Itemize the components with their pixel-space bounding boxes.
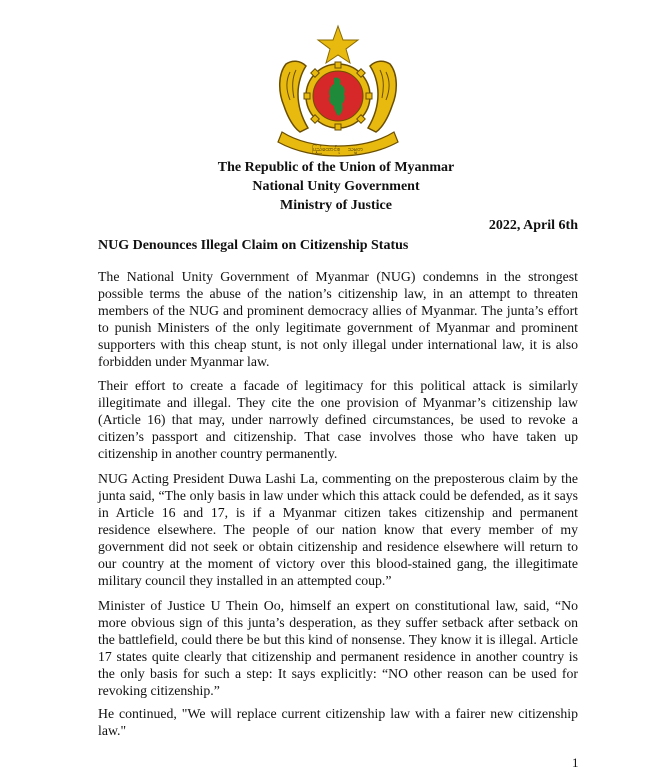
- letterhead-government: National Unity Government: [252, 179, 420, 194]
- letterhead-country: The Republic of the Union of Myanmar: [217, 160, 455, 175]
- ribbon-text-left: ပြည်ထောင်စု: [312, 146, 341, 153]
- document-title: NUG Denounces Illegal Claim on Citizenship Status: [98, 238, 409, 253]
- paragraph: Minister of Justice U Thein Oo, himself an expert on constitutional law, said, “No more obvious sign of this junta’s desperation, as they suffer setback after setback on the battlefield, could there be but this kind of nonsense. They know it is illegal. Article 17 states quite clearly that citizenship and permanent residence in another country is the only basis for such a step: It says explicitly: “NO other reason can be used for revoking citizenship.”: [98, 598, 578, 698]
- document-date: 2022, April 6th: [488, 218, 578, 233]
- paragraph: Their effort to create a facade of legitimacy for this political attack is similarly illegitimate and illegal. They cite the one provision of Myanmar’s citizenship law (Article 16) that may, under narrowly defined circumstances, be used to revoke a citizen’s passport and citizenship. That case involves those who have taken up citizenship in another country permanently.: [98, 378, 578, 461]
- paragraph: He continued, "We will replace current citizenship law with a fairer new citizenship law.": [98, 706, 578, 738]
- paragraph: NUG Acting President Duwa Lashi La, commenting on the preposterous claim by the junta said, “The only basis in law under which this attack could be defended, as it says in Article 16 and 17, is if a Myanmar citizen takes citizenship and permanent residence elsewhere. The people of our nation know that every member of my government did not seek or obtain citizenship and residence elsewhere will return to our country at the moment of victory over this blood-stained gang, the illegitimate military council they installed in an attempted coup.”: [98, 471, 578, 588]
- paragraph: The National Unity Government of Myanmar (NUG) condemns in the strongest possible terms the abuse of the nation’s citizenship law, in an attempt to threaten members of the NUG and prominent democracy allies of Myanmar. The junta’s effort to punish Ministers of the only legitimate government of Myanmar and prominent supporters with this cheap stunt, is not only illegal under international law, it is also forbidden under Myanmar law.: [98, 269, 578, 369]
- star-icon: [318, 26, 358, 63]
- page-number: 1: [572, 755, 579, 770]
- letterhead-ministry: Ministry of Justice: [280, 198, 392, 213]
- state-seal-icon: [268, 20, 408, 160]
- letterhead: [0, 158, 672, 215]
- ribbon-text-right: သမ္မတ: [348, 146, 364, 153]
